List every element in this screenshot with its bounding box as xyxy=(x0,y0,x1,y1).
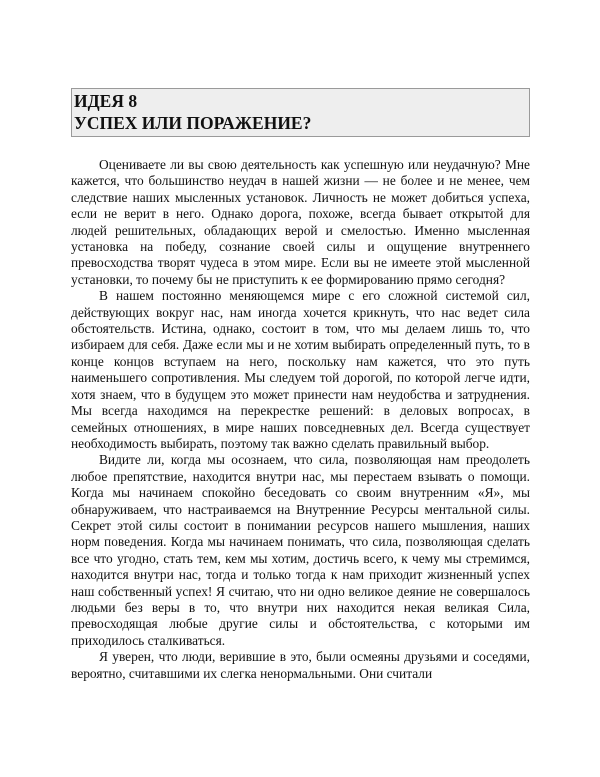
chapter-number: ИДЕЯ 8 xyxy=(74,91,138,111)
book-page xyxy=(71,88,530,682)
chapter-body xyxy=(71,157,530,682)
paragraph-4: Я уверен, что люди, верившие в это, были осмеяны друзьями и соседями, вероятно, считавшими их слегка ненормальными. Они считали xyxy=(71,649,530,681)
paragraph-2: В нашем постоянно меняющемся мире с его сложной системой сил, действующих вокруг нас, нам иногда хочется крикнуть, что нас ведет сила обстоятельств. Истина, однако, состоит в том, что мы делаем лишь то, что избираем для себя. Даже если мы и не хотим выбирать определенный путь, то в конце концов вступаем на него, поскольку нам кажется, что это путь наименьшего сопротивления. Мы следуем той дорогой, по которой легче идти, хотя знаем, что в будущем это может принести нам неудобства и затруднения. Мы всегда находимся на перекрестке решений: в деловых вопросах, в семейных отношениях, в мире наших повседневных дел. Всегда существует необходимость выбирать, поэтому так важно сделать правильный выбор. xyxy=(71,288,530,451)
chapter-title: УСПЕХ ИЛИ ПОРАЖЕНИЕ? xyxy=(74,113,312,133)
paragraph-1: Оцениваете ли вы свою деятельность как успешную или неудачную? Мне кажется, что большинство неудач в нашей жизни — не более и не менее, чем следствие наших мысленных установок. Личность не может добиться успеха, если не верит в него. Однако дорога, похоже, всегда бывает открытой для людей решительных, обладающих верой и смелостью. Именно мысленная установка на победу, сознание своей силы и ощущение внутреннего превосходства творят чудеса в этом мире. Если вы не имеете этой мысленной установки, то почему бы не приступить к ее формированию прямо сегодня? xyxy=(71,157,530,287)
chapter-heading-box xyxy=(71,88,530,137)
paragraph-3: Видите ли, когда мы осознаем, что сила, позволяющая нам преодолеть любое препятствие, находится внутри нас, мы перестаем взывать о помощи. Когда мы начинаем спокойно беседовать со своим внутренним «Я», мы обнаруживаем, что настраиваемся на Внутренние Ресурсы ментальной силы. Секрет этой силы состоит в понимании ресурсов нашего мышления, наших норм поведения. Когда мы начинаем понимать, что сила, позволяющая сделать все что угодно, стать тем, кем мы хотим, достичь всего, к чему мы стремимся, находится внутри нас, тогда и только тогда к нам приходит жизненный успех наш собственный успех! Я считаю, что ни одно великое деяние не совершалось людьми без веры в то, что внутри них находится некая великая Сила, превосходящая любые другие силы и обстоятельства, с которыми им приходилось сталкиваться. xyxy=(71,452,530,648)
